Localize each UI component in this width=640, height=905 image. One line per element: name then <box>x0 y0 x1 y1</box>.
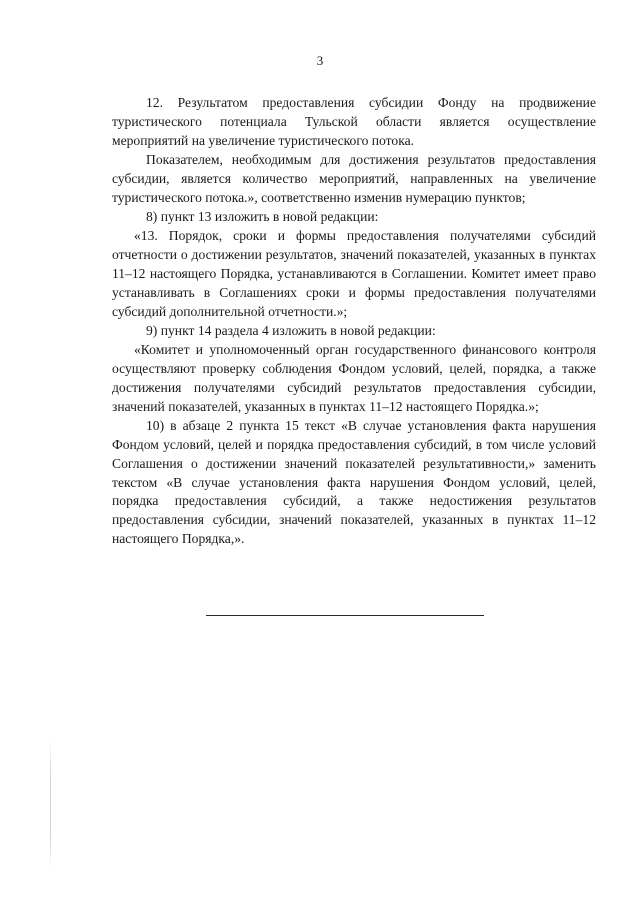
paragraph-item-9: 9) пункт 14 раздела 4 изложить в новой редакции: <box>146 322 436 338</box>
paragraph-item-10: 10) в абзаце 2 пункта 15 текст «В случае установления факта нарушения Фондом условий, целей и порядка предоставления субсидий, в том числе условий Соглашения о достижении значений показателей результативности,» заменить текстом «В случае установления факта нарушения Фондом условий, целей, порядка предоставления субсидий, а также недостижения результатов предоставления субсидии, значений показателей, указанных в пунктах 11–12 настоящего Порядка,». <box>112 418 596 546</box>
paragraph-12: 12. Результатом предоставления субсидии Фонду на продвижение туристического потенциала Тульской области является осуществление мероприятий на увеличение туристического потока. <box>112 95 596 148</box>
page-number: 3 <box>316 53 324 68</box>
paragraph-item-8: 8) пункт 13 изложить в новой редакции: <box>146 208 379 224</box>
document-body <box>112 94 596 549</box>
paragraph-indicator: Показателем, необходимым для достижения результатов предоставления субсидии, является количество мероприятий, направленных на увеличение туристического потока.», соответственно изменив нумерацию пунктов; <box>112 151 596 205</box>
scan-artifact-mark <box>50 740 51 870</box>
paragraph-14-quote: «Комитет и уполномоченный орган государственного финансового контроля осуществляют проверку соблюдения Фондом условий, целей, порядка, а также достижения получателями субсидий результатов предоставления субсидии, значений показателей, указанных в пунктах 11–12 настоящего Порядка.»; <box>112 342 596 414</box>
end-divider-line <box>206 615 484 616</box>
paragraph-13-quote: «13. Порядок, сроки и формы предоставления получателями субсидий отчетности о достижении результатов, значений показателей, указанных в пунктах 11–12 настоящего Порядка, устанавливаются в Соглашении. Комитет имеет право устанавливать в Соглашениях сроки и формы предоставления получателями субсидий дополнительной отчетности.»; <box>112 228 596 319</box>
